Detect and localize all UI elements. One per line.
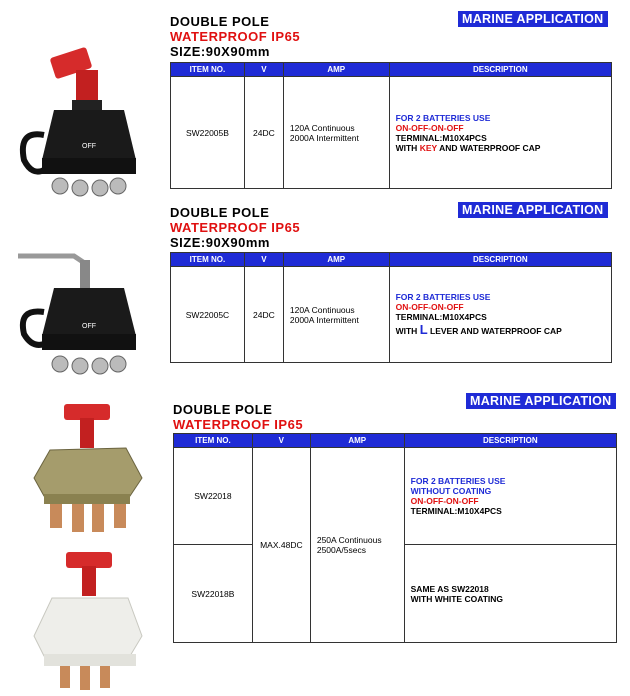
item-number: SW22018B [174,545,253,643]
section-subtitle: WATERPROOF IP65 [170,29,301,44]
desc-line: FOR 2 BATTERIES USE [410,476,506,486]
section-title: DOUBLE POLE [170,14,270,29]
white-switch-photo [30,548,150,694]
header-amp: AMP [310,434,404,448]
description-cell [404,448,616,545]
item-number: SW22018 [174,448,253,545]
amp-intermittent: 2000A Intermittent [289,314,359,325]
header-description: DESCRIPTION [389,63,611,77]
svg-text:OFF: OFF [82,323,96,330]
section-title: DOUBLE POLE [173,402,273,417]
amp-intermittent: 2000A Intermittent [289,132,359,143]
voltage: 24DC [244,77,283,189]
desc-line: TERMINAL:M10X4PCS [410,506,502,516]
desc-line: FOR 2 BATTERIES USE [395,112,491,123]
header-v: V [252,434,310,448]
desc-line: WITH L LEVER AND WATERPROOF CAP [395,322,562,337]
table-row [174,448,617,545]
item-number: SW22005B [171,77,245,189]
amp-continuous: 120A Continuous [289,304,355,315]
desc-line: FOR 2 BATTERIES USE [395,292,491,302]
header-amp: AMP [283,253,389,267]
header-v: V [244,253,283,267]
section-title: DOUBLE POLE [170,205,270,220]
header-description: DESCRIPTION [389,253,611,267]
header-v: V [244,63,283,77]
metal-switch-photo [30,400,150,540]
amp-continuous: 250A Continuous [316,535,382,545]
desc-line: TERMINAL:M10X4PCS [395,312,487,322]
desc-line: WITHOUT COATING [410,486,492,496]
desc-line: TERMINAL:M10X4PCS [395,132,487,143]
desc-line: WITH KEY AND WATERPROOF CAP [395,142,541,153]
desc-line: ON-OFF-ON-OFF [410,496,479,506]
header-item-no: ITEM NO. [174,434,253,448]
marine-application-badge: MARINE APPLICATION [466,393,616,409]
amp-short: 2500A/5secs [316,545,366,555]
desc-line: ON-OFF-ON-OFF [395,302,464,312]
table-header-row [174,434,617,448]
desc-line: SAME AS SW22018 [410,583,489,594]
item-number: SW22005C [171,267,245,363]
amp-continuous: 120A Continuous [289,122,355,133]
size-label: SIZE:90X90mm [170,44,270,59]
section-subtitle: WATERPROOF IP65 [173,417,304,432]
voltage: 24DC [244,267,283,363]
voltage: MAX.48DC [252,448,310,643]
header-item-no: ITEM NO. [171,253,245,267]
svg-text:OFF: OFF [82,143,96,150]
header-item-no: ITEM NO. [171,63,245,77]
size-label: SIZE:90X90mm [170,235,270,250]
section-subtitle: WATERPROOF IP65 [170,220,301,235]
amp-cell [310,448,404,643]
marine-application-badge: MARINE APPLICATION [458,202,608,218]
desc-line: WITH WHITE COATING [410,593,504,604]
desc-line: ON-OFF-ON-OFF [395,122,464,133]
header-amp: AMP [283,63,389,77]
spec-table [173,433,617,643]
description-cell [404,545,616,643]
header-description: DESCRIPTION [404,434,616,448]
marine-application-badge: MARINE APPLICATION [458,11,608,27]
